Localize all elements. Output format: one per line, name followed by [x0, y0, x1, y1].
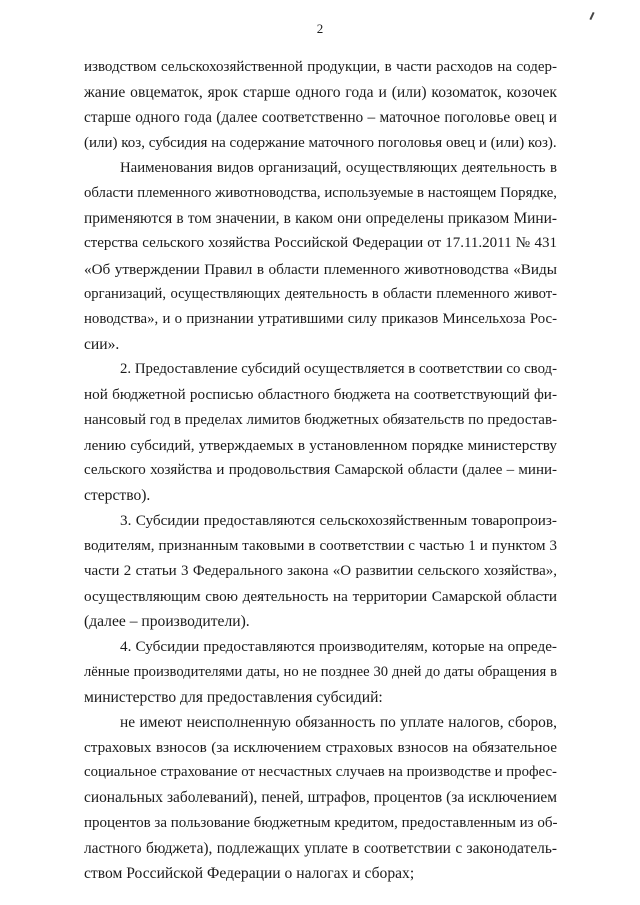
- paragraph: [84, 55, 557, 156]
- text-line: части 2 статьи 3 Федерального закона «О развитии сельского хозяйства»,: [84, 562, 557, 579]
- text-line: стерство).: [84, 487, 151, 505]
- text-line: жание овцематок, ярок старше одного года и (или) козоматок, козочек: [84, 84, 557, 102]
- text-line: 2. Предоставление субсидий осуществляется в соответствии со свод-: [120, 361, 557, 378]
- text-line: (далее – производители).: [84, 613, 250, 631]
- text-line: 4. Субсидии предоставляются производителям, которые на опреде-: [120, 638, 557, 656]
- text-line: нансовый год в пределах лимитов бюджетных обязательств по предостав-: [84, 411, 558, 428]
- text-line: сиональных заболеваний), пеней, штрафов, процентов (за исключением: [84, 789, 557, 807]
- paragraph: [84, 357, 557, 508]
- text-line: «Об утверждении Правил в области племенного животноводства «Виды: [84, 260, 557, 278]
- paragraph: [84, 634, 557, 710]
- text-line: социальное страхование от несчастных случаев на производстве и профес-: [84, 764, 557, 781]
- text-line: (или) коз, субсидия на содержание маточного поголовья овец и (или) коз).: [84, 134, 557, 151]
- scan-mark: [589, 12, 594, 20]
- text-line: не имеют неисполненную обязанность по уплате налогов, сборов,: [120, 713, 557, 731]
- text-line: водителям, признанным таковыми в соответствии с частью 1 и пунктом 3: [84, 537, 557, 554]
- text-line: Наименования видов организаций, осуществляющих деятельность в: [120, 159, 557, 176]
- page-number: 2: [316, 21, 324, 36]
- text-line: лённые производителями даты, но не позднее 30 дней до даты обращения в: [84, 663, 557, 680]
- paragraph: [84, 710, 557, 886]
- text-line: ной бюджетной росписью областного бюджета на соответствующий фи-: [84, 386, 557, 404]
- text-line: применяются в том значении, в каком они определены приказом Мини-: [84, 210, 557, 228]
- text-line: старше одного года (далее соответственно – маточное поголовье овец и: [84, 109, 557, 127]
- text-line: изводством сельскохозяйственной продукции, в части расходов на содер-: [84, 59, 557, 75]
- text-line: сии».: [84, 336, 120, 354]
- text-line: лению субсидий, утверждаемых в установленном порядке министерству: [84, 436, 557, 454]
- text-line: сельского хозяйства и продовольствия Самарской области (далее – мини-: [84, 462, 557, 478]
- paragraph: [84, 156, 557, 358]
- text-line: области племенного животноводства, используемые в настоящем Порядке,: [84, 184, 557, 201]
- text-line: министерство для предоставления субсидий:: [84, 688, 383, 706]
- text-line: ластного бюджета), подлежащих уплате в соответствии с законодатель-: [84, 839, 557, 857]
- text-line: 3. Субсидии предоставляются сельскохозяйственным товаропроиз-: [120, 512, 557, 530]
- text-line: осуществляющим свою деятельность на территории Самарской области: [84, 587, 557, 605]
- document-body: [84, 55, 557, 886]
- text-line: стерства сельского хозяйства Российской Федерации от 17.11.2011 № 431: [84, 235, 557, 252]
- text-line: новодства», и о признании утратившими силу приказов Минсельхоза Рос-: [84, 310, 557, 327]
- text-line: организаций, осуществляющих деятельность в области племенного живот-: [84, 285, 557, 302]
- paragraph: [84, 508, 557, 634]
- text-line: процентов за пользование бюджетным кредитом, предоставленным из об-: [84, 814, 558, 831]
- text-line: страховых взносов (за исключением страховых взносов на обязательное: [84, 739, 557, 757]
- text-line: ством Российской Федерации о налогах и сборах;: [84, 865, 415, 882]
